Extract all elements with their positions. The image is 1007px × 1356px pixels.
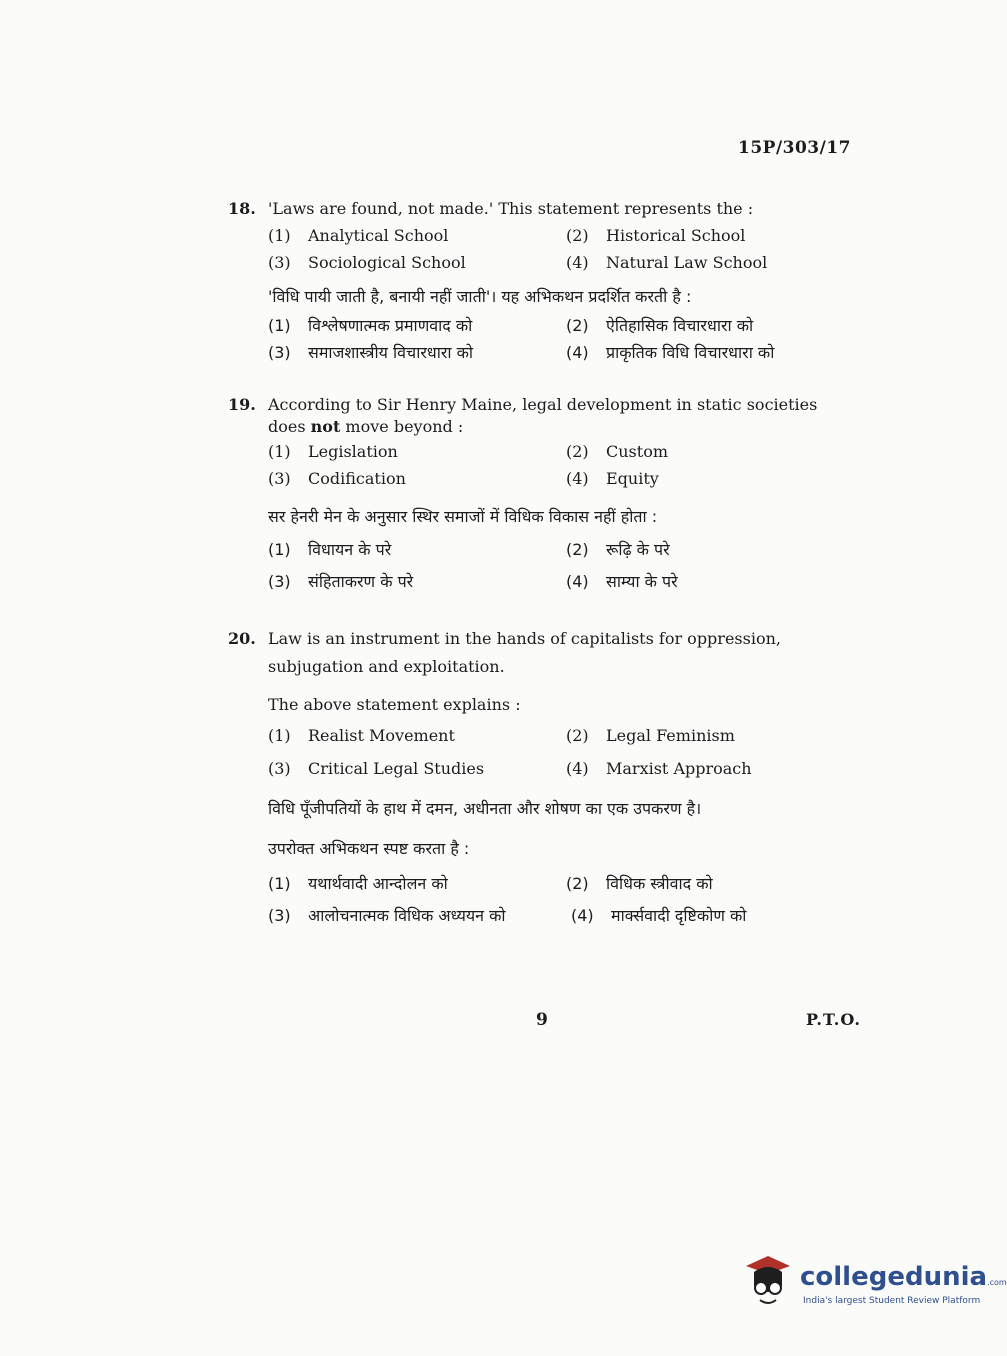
options-row-hi xyxy=(228,538,868,570)
page-number: 9 xyxy=(536,1010,548,1030)
question-text-en: 'Laws are found, not made.' This statement represents the : xyxy=(268,199,754,218)
option-1: (1) Analytical School xyxy=(268,226,449,245)
option-2: (2) Historical School xyxy=(566,226,746,245)
question-18 xyxy=(228,198,868,368)
option-1-hi: (1) विश्लेषणात्मक प्रमाणवाद को xyxy=(268,316,473,335)
question-number: 18. xyxy=(228,199,256,218)
question-20 xyxy=(228,628,868,931)
option-3: (3) Sociological School xyxy=(268,253,466,272)
please-turn-over: P.T.O. xyxy=(806,1010,861,1029)
option-4-hi: (4) साम्या के परे xyxy=(566,572,678,591)
options-row xyxy=(228,253,868,280)
options-row-hi xyxy=(228,570,868,597)
options-row-hi xyxy=(228,872,868,904)
option-3: (3) Critical Legal Studies xyxy=(268,759,485,778)
option-2-hi: (2) रूढ़ि के परे xyxy=(566,540,670,559)
question-number: 19. xyxy=(228,395,256,414)
question-text-en-cont: does not move beyond : xyxy=(268,417,464,436)
option-3-hi: (3) आलोचनात्मक विधिक अध्ययन को xyxy=(268,906,506,925)
option-1: (1) Legislation xyxy=(268,442,398,461)
question-text-en: Law is an instrument in the hands of capitalists for oppression, xyxy=(268,629,781,648)
option-2: (2) Custom xyxy=(566,442,668,461)
option-4: (4) Marxist Approach xyxy=(566,759,752,778)
option-1-hi: (1) विधायन के परे xyxy=(268,540,392,559)
options-row-hi xyxy=(228,341,868,368)
options-row xyxy=(228,226,868,253)
option-2-hi: (2) विधिक स्त्रीवाद को xyxy=(566,874,713,893)
options-row-hi xyxy=(228,904,868,931)
question-text-hi: सर हेनरी मेन के अनुसार स्थिर समाजों में विधिक विकास नहीं होता : xyxy=(268,507,658,526)
option-4: (4) Equity xyxy=(566,469,659,488)
paper-code: 15P/303/17 xyxy=(738,138,852,158)
question-text-en-cont: subjugation and exploitation. xyxy=(268,657,505,676)
question-prompt-hi: उपरोक्त अभिकथन स्पष्ट करता है : xyxy=(268,839,470,858)
options-row-hi xyxy=(228,314,868,341)
option-1-hi: (1) यथार्थवादी आन्दोलन को xyxy=(268,874,448,893)
option-3-hi: (3) समाजशास्त्रीय विचारधारा को xyxy=(268,343,474,362)
option-3: (3) Codification xyxy=(268,469,406,488)
mascot-logo-icon xyxy=(742,1252,800,1312)
brand-name: collegedunia.com xyxy=(800,1262,1007,1292)
question-text-hi: 'विधि पायी जाती है, बनायी नहीं जाती'। यह अभिकथन प्रदर्शित करती है : xyxy=(268,287,692,306)
options-row xyxy=(228,442,868,469)
options-row xyxy=(228,469,868,496)
option-4-hi: (4) प्राकृतिक विधि विचारधारा को xyxy=(566,343,775,362)
option-1: (1) Realist Movement xyxy=(268,726,455,745)
question-number: 20. xyxy=(228,629,256,648)
question-text-en: According to Sir Henry Maine, legal development in static societies xyxy=(268,395,818,414)
option-4-hi: (4) मार्क्सवादी दृष्टिकोण को xyxy=(571,906,747,925)
question-prompt-en: The above statement explains : xyxy=(268,695,521,714)
option-4: (4) Natural Law School xyxy=(566,253,768,272)
option-2-hi: (2) ऐतिहासिक विचारधारा को xyxy=(566,316,754,335)
question-text-hi: विधि पूँजीपतियों के हाथ में दमन, अधीनता और शोषण का एक उपकरण है। xyxy=(268,799,702,818)
options-row xyxy=(228,759,868,786)
option-3-hi: (3) संहिताकरण के परे xyxy=(268,572,414,591)
options-row xyxy=(228,726,868,759)
brand-tagline: India's largest Student Review Platform xyxy=(803,1296,981,1306)
option-2: (2) Legal Feminism xyxy=(566,726,735,745)
question-19 xyxy=(228,394,868,597)
